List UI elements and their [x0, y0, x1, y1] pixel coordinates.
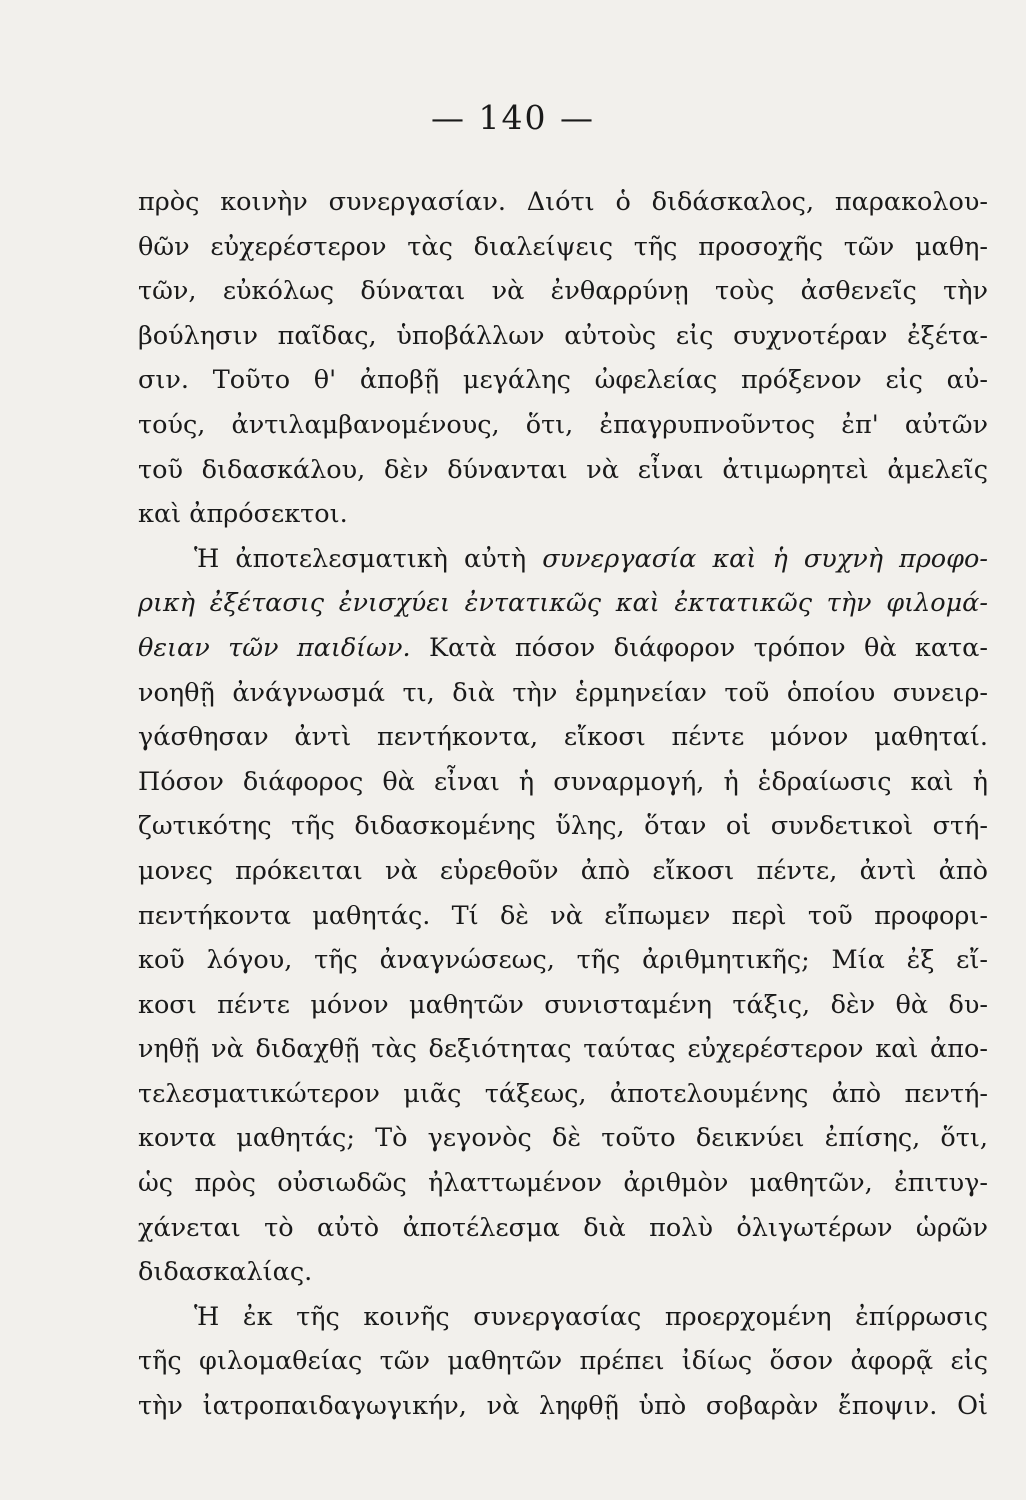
text-line: βούλησιν παῖδας, ὑποβάλλων αὐτοὺς εἰς συχνοτέραν ἐξέτα-	[138, 320, 988, 351]
text-line: κοσι πέντε μόνον μαθητῶν συνισταμένη τάξις, δὲν θὰ δυ-	[138, 989, 988, 1020]
text-line: σιν. Τοῦτο θ' ἀποβῇ μεγάλης ὠφελείας πρόξενον εἰς αὐ-	[138, 365, 988, 396]
text-line: μονες πρόκειται νὰ εὑρεθοῦν ἀπὸ εἴκοσι πέντε, ἀντὶ ἀπὸ	[138, 855, 988, 886]
text-line: καὶ ἀπρόσεκτοι.	[138, 499, 348, 530]
text-line	[138, 537, 988, 582]
italic-run: συνεργασία καὶ ἡ συχνὴ προφο-	[542, 543, 988, 574]
text-line: γάσθησαν ἀντὶ πεντήκοντα, εἴκοσι πέντε μόνον μαθηταί.	[138, 722, 988, 753]
text-line: κοντα μαθητάς; Τὸ γεγονὸς δὲ τοῦτο δεικνύει ἐπίσης, ὅτι,	[138, 1123, 988, 1154]
text-line: τὴν ἰατροπαιδαγωγικήν, νὰ ληφθῇ ὑπὸ σοβαρὰν ἔποψιν. Οἱ	[138, 1391, 988, 1422]
text-line	[138, 581, 988, 626]
body-text	[138, 180, 988, 1429]
text-line: ζωτικότης τῆς διδασκομένης ὕλης, ὅταν οἱ συνδετικοὶ στή-	[138, 811, 988, 842]
text-line: πρὸς κοινὴν συνεργασίαν. Διότι ὁ διδάσκαλος, παρακολου-	[138, 187, 988, 217]
italic-run: ρικὴ ἐξέτασις ἐνισχύει ἐντατικῶς καὶ ἐκτατικῶς τὴν φιλομά-	[138, 588, 988, 619]
text-line: νηθῇ νὰ διδαχθῇ τὰς δεξιότητας ταύτας εὐχερέστερον καὶ ἀπο-	[138, 1034, 988, 1065]
text-line: διδασκαλίας.	[138, 1257, 313, 1288]
text-line: τῶν, εὐκόλως δύναται νὰ ἐνθαρρύνῃ τοὺς ἀσθενεῖς τὴν	[138, 276, 988, 307]
page-number: — 140 —	[431, 98, 595, 137]
text-line: τῆς φιλομαθείας τῶν μαθητῶν πρέπει ἰδίως ὅσον ἀφορᾷ εἰς	[138, 1346, 988, 1377]
text-line: τούς, ἀντιλαμβανομένους, ὅτι, ἐπαγρυπνοῦντος ἐπ' αὐτῶν	[138, 409, 988, 440]
upright-run: Ἡ ἀποτελεσματικὴ αὐτὴ	[194, 543, 543, 574]
text-line: πεντήκοντα μαθητάς. Τί δὲ νὰ εἴπωμεν περὶ τοῦ προφορι-	[138, 900, 988, 931]
upright-run: Κατὰ πόσον διάφορον τρόπον θὰ κατα-	[410, 632, 988, 663]
italic-run: θειαν τῶν παιδίων.	[138, 632, 411, 663]
text-line: θῶν εὐχερέστερον τὰς διαλείψεις τῆς προσοχῆς τῶν μαθη-	[138, 231, 988, 262]
text-line: νοηθῇ ἀνάγνωσμά τι, διὰ τὴν ἑρμηνείαν τοῦ ὁποίου συνειρ-	[138, 677, 988, 708]
text-line: τοῦ διδασκάλου, δὲν δύνανται νὰ εἶναι ἀτιμωρητεὶ ἀμελεῖς	[138, 454, 988, 485]
text-line: χάνεται τὸ αὐτὸ ἀποτέλεσμα διὰ πολὺ ὀλιγωτέρων ὡρῶν	[138, 1212, 988, 1243]
text-line: Πόσον διάφορος θὰ εἶναι ἡ συναρμογή, ἡ ἑδραίωσις καὶ ἡ	[138, 766, 988, 797]
text-line	[138, 626, 988, 671]
text-line: κοῦ λόγου, τῆς ἀναγνώσεως, τῆς ἀριθμητικῆς; Μία ἐξ εἴ-	[138, 945, 988, 976]
text-line: ὡς πρὸς οὐσιωδῶς ἠλαττωμένον ἀριθμὸν μαθητῶν, ἐπιτυγ-	[138, 1168, 988, 1199]
text-line: τελεσματικώτερον μιᾶς τάξεως, ἀποτελουμένης ἀπὸ πεντή-	[138, 1078, 988, 1109]
text-line: Ἡ ἐκ τῆς κοινῆς συνεργασίας προερχομένη ἐπίρρωσις	[194, 1301, 988, 1332]
